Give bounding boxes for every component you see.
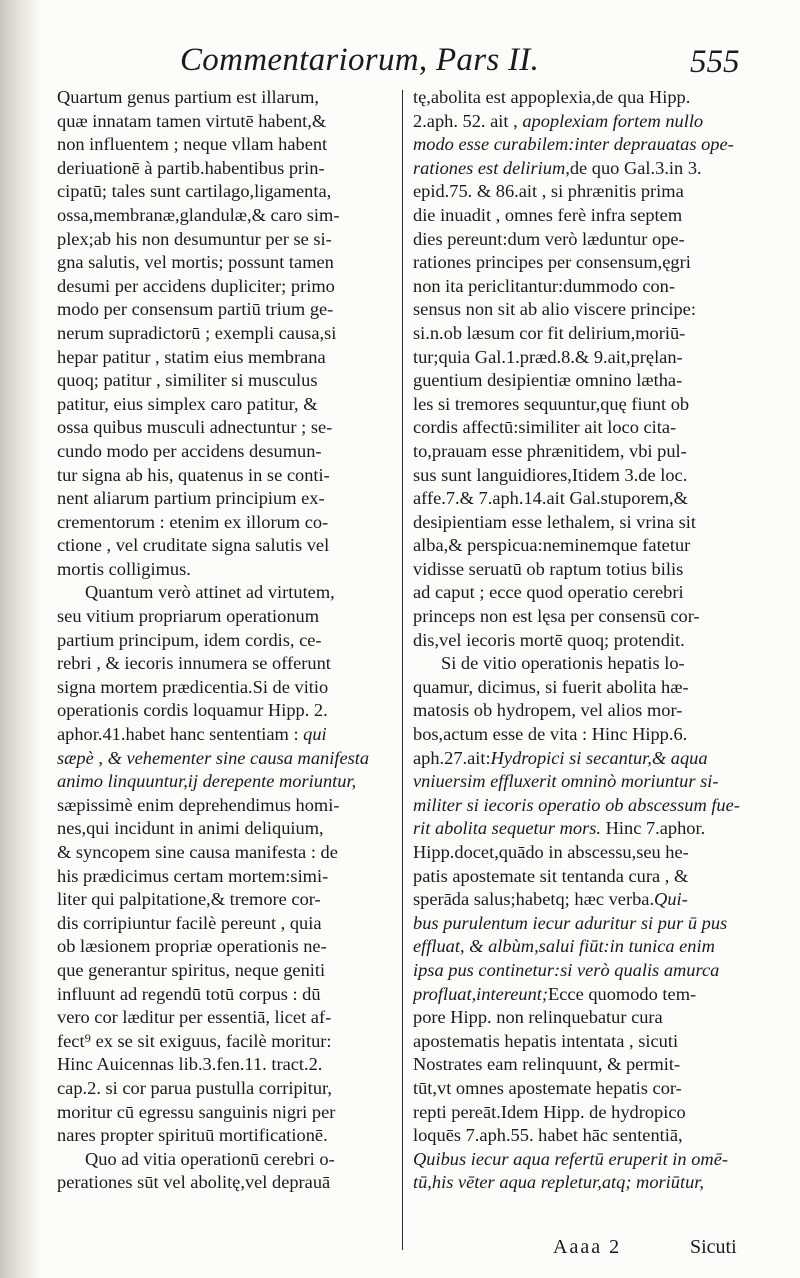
text-line: apostematis hepatis intentata , sicuti	[413, 1030, 679, 1051]
text-line: princeps non est lęsa per consensū cor-	[413, 606, 700, 627]
page-footer	[0, 1236, 800, 1266]
text-line: crementorum : etenim ex illorum co-	[57, 511, 329, 532]
text-line: non influentem ; neque vllam habent	[57, 134, 328, 155]
left-column	[57, 86, 402, 1195]
text-line: profluat,intereunt;Ecce quomodo tem-	[413, 983, 697, 1004]
text-line: ad caput ; ecce quod operatio cerebri	[413, 582, 684, 603]
text-line: non ita periclitantur:dummodo con-	[413, 275, 676, 296]
text-line: sensus non sit ab alio viscere principe:	[413, 299, 696, 320]
text-line: tū,his vēter aqua repletur,atq; moriūtur,	[413, 1172, 704, 1193]
text-line: plex;ab his non desumuntur per se si-	[57, 228, 332, 249]
text-line: tur;quia Gal.1.præd.8.& 9.ait,pręlan-	[413, 346, 683, 367]
text-line: to,prauam esse phrænitidem, vbi pul-	[413, 440, 687, 461]
text-line: gna salutis, vel mortis; possunt tamen	[57, 252, 334, 273]
text-line: dies pereunt:dum verò læduntur ope-	[413, 228, 685, 249]
text-line: liter qui palpitatione,& tremore cor-	[57, 889, 321, 910]
text-line: partium principum, idem cordis, ce-	[57, 629, 322, 650]
text-line: quæ innatam tamen virtutē habent,&	[57, 110, 327, 131]
text-line: vniuersim effluxerit omninò moriuntur si-	[413, 771, 719, 792]
text-line: nares propter spirituū mortificationē.	[57, 1125, 328, 1146]
running-title: Commentariorum, Pars II.	[180, 42, 540, 78]
text-line: Quibus iecur aqua refertū eruperit in omē-	[413, 1148, 728, 1169]
text-line: fect⁹ ex se sit exiguus, facilè moritur:	[57, 1030, 332, 1051]
page-number: 555	[690, 44, 740, 80]
text-line: Si de vitio operationis hepatis lo-	[441, 653, 685, 674]
text-line: ossa quibus musculi adnectuntur ; se-	[57, 417, 333, 438]
text-line: epid.75. & 86.ait , si phrænitis prima	[413, 181, 684, 202]
text-line: repti pereāt.Idem Hipp. de hydropico	[413, 1101, 686, 1122]
text-line: rationes est delirium,de quo Gal.3.in 3.	[413, 157, 702, 178]
text-line: bus purulentum iecur aduritur si pur ū pus	[413, 912, 728, 933]
text-line: animo linquuntur,ij derepente moriuntur,	[57, 771, 357, 792]
text-line: alba,& perspicua:neminemque fatetur	[413, 535, 691, 556]
text-line: aphor.41.habet hanc sententiam : qui	[57, 724, 327, 745]
text-line: affe.7.& 7.aph.14.ait Gal.stuporem,&	[413, 488, 688, 509]
text-line: si.n.ob læsum cor fit delirium,moriū-	[413, 322, 686, 343]
text-line: Hinc Auicennas lib.3.fen.11. tract.2.	[57, 1054, 323, 1075]
text-line: sæpissimè enim deprehendimus homi-	[57, 794, 340, 815]
text-line: cipatū; tales sunt cartilago,ligamenta,	[57, 181, 332, 202]
text-line: nes,qui incidunt in animi deliquium,	[57, 818, 324, 839]
text-line: mortis colligimus.	[57, 558, 191, 579]
page-header	[0, 38, 800, 88]
text-line: Quantum verò attinet ad virtutem,	[85, 582, 335, 603]
text-line: die inuadit , omnes ferè infra septem	[413, 204, 683, 225]
text-line: bos,actum esse de vita : Hinc Hipp.6.	[413, 724, 688, 745]
text-line: nent aliarum partium principium ex-	[57, 488, 325, 509]
text-line: quoq; patitur , similiter si musculus	[57, 370, 318, 391]
text-line: Nostrates eam relinquunt, & permit-	[413, 1054, 681, 1075]
text-line: dis corripiuntur facilè pereunt , quia	[57, 912, 322, 933]
text-line: modo per consensum partiū trium ge-	[57, 299, 334, 320]
text-line: seu vitium propriarum operationum	[57, 606, 320, 627]
text-line: Quo ad vitia operationū cerebri o-	[85, 1148, 335, 1169]
text-line: cap.2. si cor parua pustulla corripitur,	[57, 1077, 333, 1098]
text-line: hepar patitur , statim eius membrana	[57, 346, 326, 367]
text-line: ipsa pus continetur:si verò qualis amurca	[413, 959, 720, 980]
text-line: tę,abolita est appoplexia,de qua Hipp.	[413, 87, 691, 107]
text-line: quamur, dicimus, si fuerit abolita hæ-	[413, 676, 689, 697]
text-line: ctione , vel cruditate signa salutis vel	[57, 535, 330, 556]
text-line: moritur cū egressu sanguinis nigri per	[57, 1101, 336, 1122]
catchword: Sicuti	[690, 1236, 737, 1258]
text-line: pore Hipp. non relinquebatur cura	[413, 1007, 663, 1028]
text-line: his prædicimus certam mortem:simi-	[57, 865, 329, 886]
text-line: effluat, & albùm,salui fiūt:in tunica enim	[413, 936, 715, 957]
text-line: sperāda salus;habetq; hæc verba.Qui-	[413, 889, 688, 910]
text-line: & syncopem sine causa manifesta : de	[57, 842, 338, 862]
text-line: cordis affectū:similiter ait loco cita-	[413, 417, 677, 438]
text-line: Hipp.docet,quādo in abscessu,seu he-	[413, 842, 689, 862]
text-line: cundo modo per accidens desumun-	[57, 440, 322, 461]
column-divider	[402, 90, 403, 1250]
text-line: ossa,membranæ,glandulæ,& caro sim-	[57, 204, 340, 225]
right-column	[413, 86, 758, 1195]
text-line: militer si iecoris operatio ob abscessum fue-	[413, 794, 740, 815]
signature-mark: Aaaa 2	[553, 1236, 622, 1258]
text-line: sæpè , & vehementer sine causa manifesta	[57, 747, 370, 768]
text-line: rebri , & iecoris innumera se offerunt	[57, 653, 331, 674]
text-line: modo esse curabilem:inter deprauatas ope-	[413, 134, 734, 155]
text-line: ob læsionem propriæ operationis ne-	[57, 936, 327, 957]
text-line: deriuationē à partib.habentibus prin-	[57, 157, 325, 178]
text-line: nerum supradictorū ; exempli causa,si	[57, 322, 337, 343]
text-line: matosis ob hydropem, vel alios mor-	[413, 700, 683, 721]
text-line: influunt ad regendū totū corpus : dū	[57, 983, 321, 1004]
text-line: aph.27.ait:Hydropici si secantur,& aqua	[413, 747, 708, 768]
text-line: tur signa ab his, quatenus in se conti-	[57, 464, 330, 485]
text-line: operationis cordis loquamur Hipp. 2.	[57, 700, 328, 721]
text-line: vero cor læditur per essentiā, licet af-	[57, 1007, 332, 1028]
text-line: patitur, eius simplex caro patitur, &	[57, 393, 318, 414]
text-line: dis,vel iecoris mortē quoq; protendit.	[413, 629, 685, 650]
text-line: rationes principes per consensum,ęgri	[413, 252, 691, 273]
text-line: les si tremores sequuntur,quę fiunt ob	[413, 393, 690, 414]
gutter-shadow	[0, 0, 42, 1278]
text-line: loquēs 7.aph.55. habet hāc sententiā,	[413, 1125, 683, 1146]
text-line: que generantur spiritus, neque geniti	[57, 959, 326, 980]
text-line: patis apostemate sit tentanda cura , &	[413, 865, 689, 886]
text-line: desumi per accidens dupliciter; primo	[57, 275, 335, 296]
text-line: rit abolita sequetur mors. Hinc 7.aphor.	[413, 818, 706, 839]
text-line: tūt,vt omnes apostemate hepatis cor-	[413, 1077, 682, 1098]
text-line: sus sunt languidiores,Itidem 3.de loc.	[413, 464, 688, 485]
text-line: perationes sūt vel abolitę,vel deprauā	[57, 1172, 331, 1193]
text-line: vidisse seruatū ob raptum totius bilis	[413, 558, 684, 579]
text-line: 2.aph. 52. ait , apoplexiam fortem nullo	[413, 110, 704, 131]
text-line: guentium desipientiæ omnino lætha-	[413, 370, 683, 391]
text-line: signa mortem prædicentia.Si de vitio	[57, 676, 329, 697]
text-line: desipientiam esse lethalem, si vrina sit	[413, 511, 696, 532]
text-line: Quartum genus partium est illarum,	[57, 87, 320, 107]
